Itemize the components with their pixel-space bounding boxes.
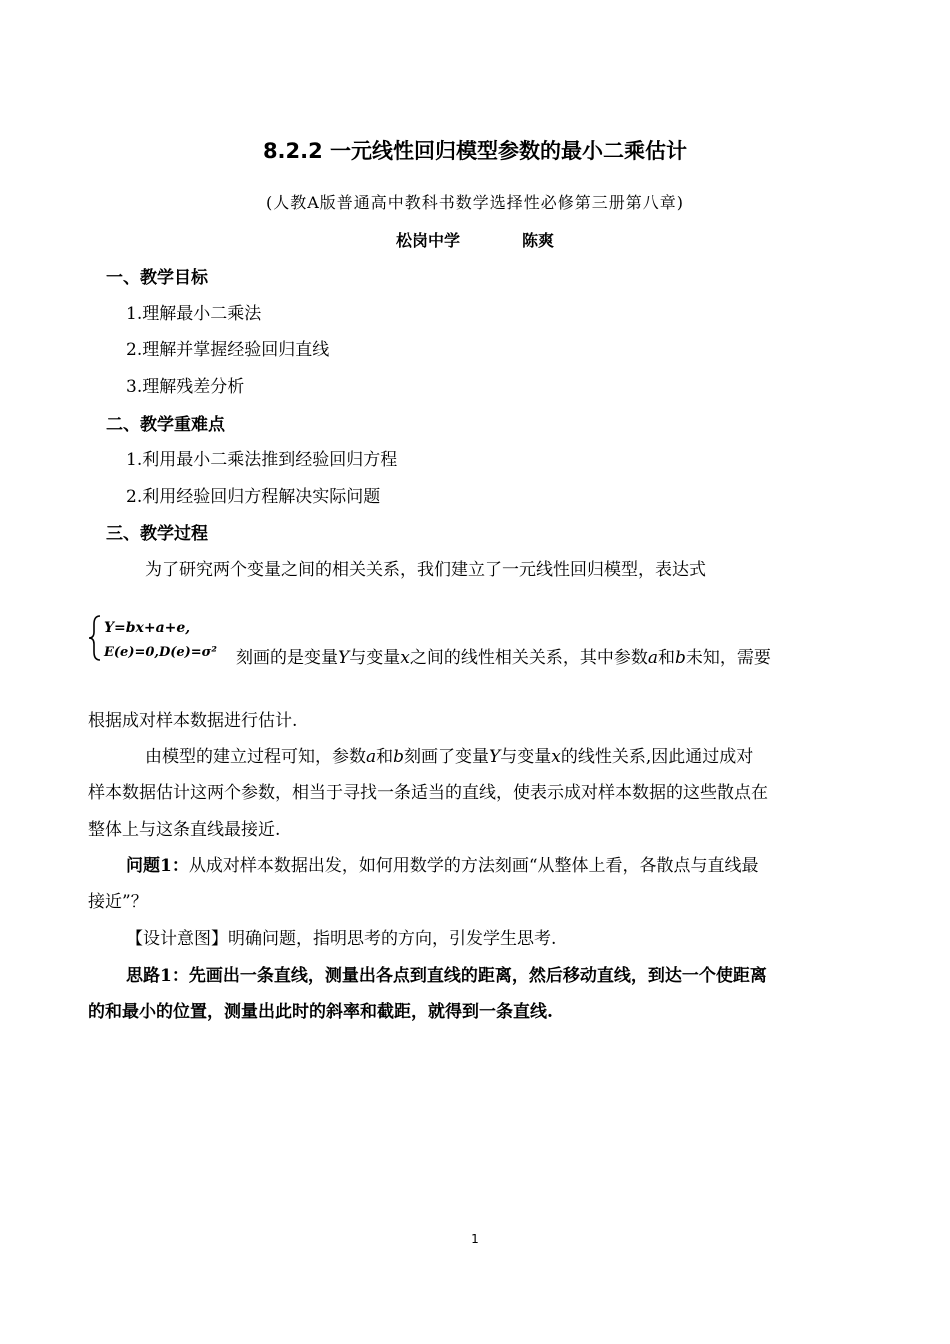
- formula-explanation: 刻画的是变量Y与变量x之间的线性相关关系，其中参数a和b未知，需要: [236, 648, 771, 668]
- question-1-line-2: 接近”？: [88, 892, 148, 912]
- page-title: 8.2.2 一元线性回归模型参数的最小二乘估计: [262, 139, 688, 163]
- objective-item: 1.理解最小二乘法: [126, 304, 262, 324]
- idea-1-line-2: 的和最小的位置，测量出此时的斜率和截距，就得到一条直线.: [88, 1002, 553, 1022]
- model-paragraph-line-2: 样本数据估计这两个参数，相当于寻找一条适当的直线，使表示成对样本数据的这些散点在: [88, 783, 768, 803]
- section-heading-key-points: 二、教学重难点: [106, 415, 225, 435]
- formula-line-2: E(e)=0,D(e)=σ²: [104, 645, 217, 660]
- objective-item: 2.理解并掌握经验回归直线: [126, 340, 330, 360]
- subtitle: (人教A版普通高中教科书数学选择性必修第三册第八章): [265, 193, 685, 212]
- author-school: 松岗中学: [395, 231, 460, 250]
- idea-1-line-1: 思路1：先画出一条直线，测量出各点到直线的距离，然后移动直线，到达一个使距离: [126, 966, 767, 986]
- design-intent: 【设计意图】明确问题，指明思考的方向，引发学生思考.: [126, 929, 557, 949]
- section-heading-objectives: 一、教学目标: [106, 268, 208, 288]
- process-intro: 为了研究两个变量之间的相关关系，我们建立了一元线性回归模型，表达式: [145, 560, 706, 580]
- author-name: 陈爽: [522, 231, 555, 250]
- objective-item: 3.理解残差分析: [126, 377, 245, 397]
- model-paragraph-line-3: 整体上与这条直线最接近.: [88, 820, 281, 840]
- author-line: [0, 228, 950, 251]
- formula-line-1: Y=bx+a+e,: [104, 620, 191, 636]
- regression-model-formula: [88, 612, 236, 664]
- section-heading-process: 三、教学过程: [106, 524, 208, 544]
- page-number: 1: [471, 1232, 479, 1246]
- question-1-line-1: 问题1：从成对样本数据出发，如何用数学的方法刻画“从整体上看，各散点与直线最: [126, 856, 759, 876]
- key-point-item: 2.利用经验回归方程解决实际问题: [126, 487, 381, 507]
- question-1-label: 问题1：: [126, 856, 189, 876]
- formula-explanation-cont: 根据成对样本数据进行估计.: [88, 711, 298, 731]
- model-paragraph-line-1: 由模型的建立过程可知，参数a和b刻画了变量Y与变量x的线性关系,因此通过成对: [145, 747, 754, 767]
- key-point-item: 1.利用最小二乘法推到经验回归方程: [126, 450, 398, 470]
